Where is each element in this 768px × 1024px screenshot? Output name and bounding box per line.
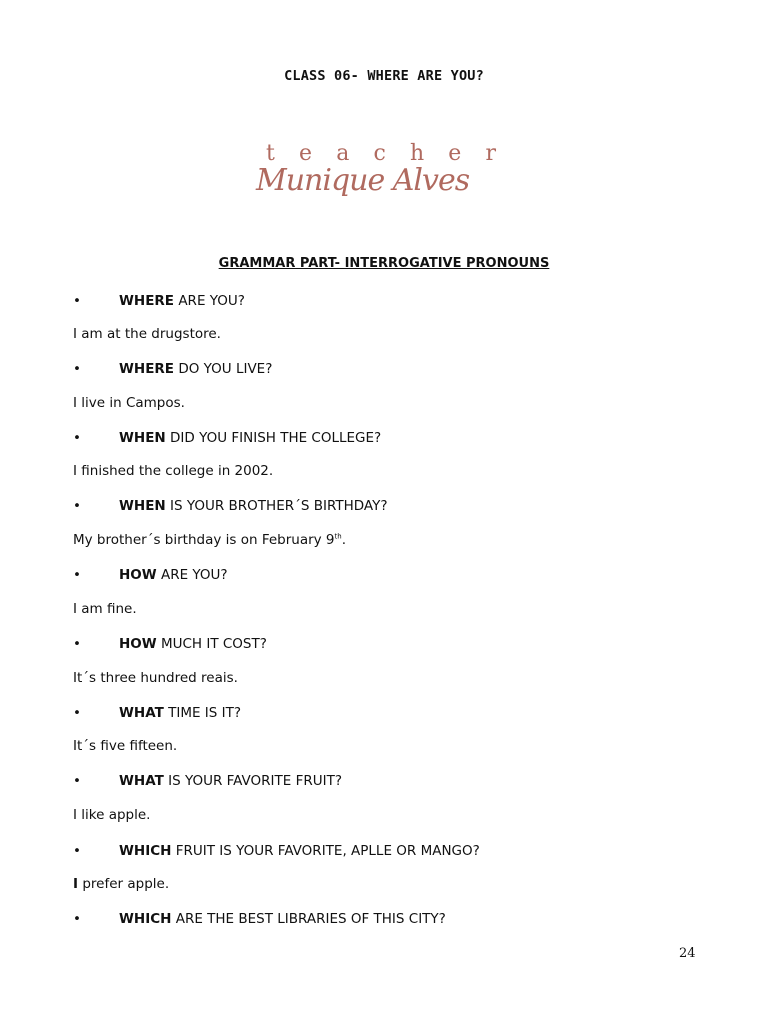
section-heading: GRAMMAR PART- INTERROGATIVE PRONOUNS: [218, 256, 550, 271]
question-text: MUCH IT COST?: [156, 636, 267, 652]
answer-line: I am fine.: [73, 601, 137, 617]
logo-letter: r: [485, 141, 496, 166]
answer-line: I finished the college in 2002.: [73, 463, 274, 479]
logo-letter: e: [448, 141, 462, 166]
bullet: •: [73, 293, 81, 309]
bullet: •: [73, 636, 81, 652]
question-keyword: WHAT: [119, 773, 164, 789]
answer-end: .: [341, 532, 347, 548]
answer-bold: I: [73, 876, 79, 892]
question-line: [73, 292, 245, 310]
logo-letter: h: [409, 141, 425, 166]
question-text: IS YOUR FAVORITE FRUIT?: [163, 773, 343, 789]
logo-letter: c: [373, 141, 386, 166]
bullet: •: [73, 498, 81, 514]
answer-line: [73, 875, 169, 893]
question-keyword: WHEN: [119, 430, 166, 446]
question-keyword: WHICH: [119, 911, 172, 927]
answer-line: It´s five fifteen.: [73, 738, 178, 754]
question-text: DO YOU LIVE?: [174, 361, 273, 377]
bullet: •: [73, 843, 81, 859]
question-text: ARE YOU?: [156, 567, 228, 583]
bullet: •: [73, 567, 81, 583]
logo-letter: a: [336, 141, 350, 166]
question-keyword: WHERE: [119, 293, 175, 309]
logo-letter: t: [266, 141, 275, 166]
question-text: DID YOU FINISH THE COLLEGE?: [165, 430, 382, 446]
page-title: CLASS 06- WHERE ARE YOU?: [284, 68, 484, 84]
ordinal-suffix: th: [334, 532, 342, 541]
bullet: •: [73, 361, 81, 377]
bullet: •: [73, 911, 81, 927]
teacher-logo: [250, 140, 520, 230]
question-keyword: HOW: [119, 636, 157, 652]
answer-line: I live in Campos.: [73, 395, 185, 411]
question-line: [73, 704, 241, 722]
answer-line: I like apple.: [73, 807, 151, 823]
logo-signature: Munique Alves: [256, 163, 470, 198]
answer-line: I am at the drugstore.: [73, 326, 221, 342]
question-keyword: WHEN: [119, 498, 166, 514]
question-line: [73, 772, 342, 790]
question-line: [73, 429, 381, 447]
answer-text: My brother´s birthday is on February 9: [73, 532, 335, 548]
question-line: [73, 910, 446, 928]
question-line: [73, 842, 480, 860]
question-text: ARE THE BEST LIBRARIES OF THIS CITY?: [171, 911, 446, 927]
question-keyword: WHAT: [119, 705, 164, 721]
question-text: IS YOUR BROTHER´S BIRTHDAY?: [165, 498, 388, 514]
question-keyword: WHERE: [119, 361, 175, 377]
bullet: •: [73, 705, 81, 721]
logo-letter: e: [299, 141, 313, 166]
answer-line: It´s three hundred reais.: [73, 670, 238, 686]
question-line: [73, 360, 272, 378]
question-line: [73, 635, 267, 653]
bullet: •: [73, 430, 81, 446]
question-text: TIME IS IT?: [163, 705, 242, 721]
question-text: FRUIT IS YOUR FAVORITE, APLLE OR MANGO?: [171, 843, 480, 859]
question-keyword: HOW: [119, 567, 157, 583]
answer-text: prefer apple.: [78, 876, 170, 892]
question-keyword: WHICH: [119, 843, 172, 859]
question-line: [73, 497, 388, 515]
answer-line: [73, 531, 346, 549]
question-text: ARE YOU?: [174, 293, 245, 309]
bullet: •: [73, 773, 81, 789]
page-number: 24: [679, 946, 696, 961]
question-line: [73, 566, 228, 584]
